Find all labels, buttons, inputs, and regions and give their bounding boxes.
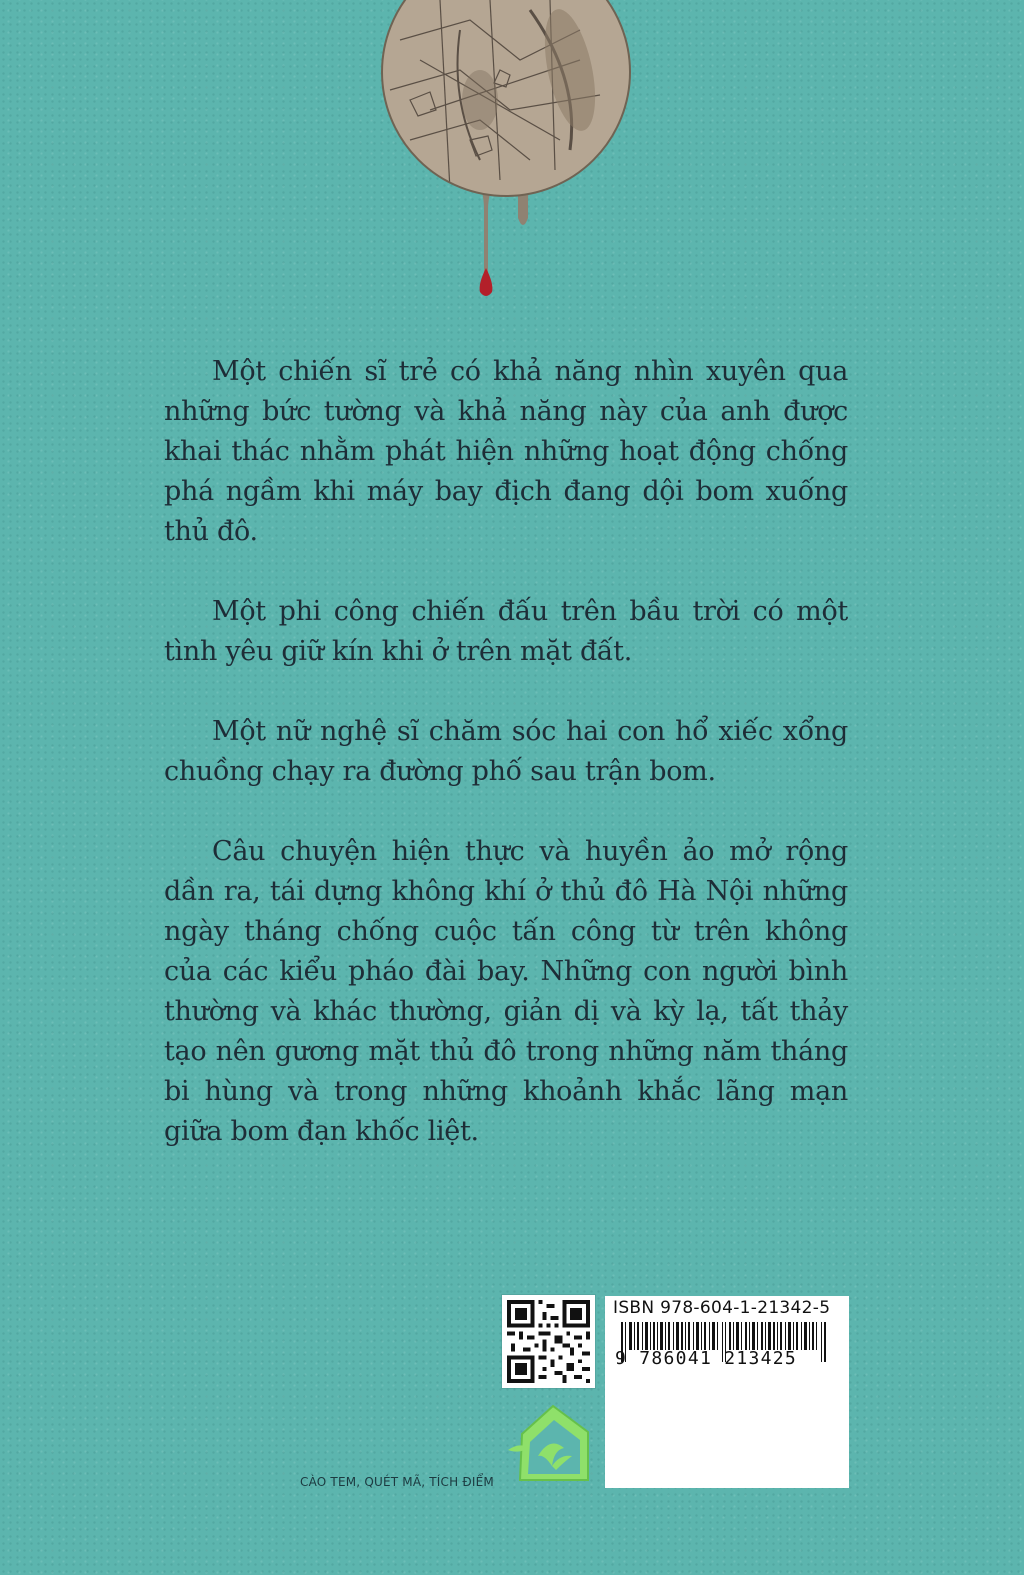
map-medallion-image (380, 0, 640, 310)
blurb-paragraph-3: Một nữ nghệ sĩ chăm sóc hai con hổ xiếc xổng chuồng chạy ra đường phố sau trận bom. (164, 716, 848, 787)
back-cover-blurb (164, 352, 848, 1192)
footer-note: CÀO TEM, QUÉT MÃ, TÍCH ĐIỂM (300, 1475, 494, 1489)
blurb-paragraph-4: Câu chuyện hiện thực và huyền ảo mở rộng dần ra, tái dựng không khí ở thủ đô Hà Nội những ngày tháng chống cuộc tấn công từ trên không của các kiểu pháo đài bay. Những con người bình thường và khác thường, giản dị và kỳ lạ, tất thảy tạo nên gương mặt thủ đô trong những năm tháng bi hùng và trong những khoảnh khắc lãng mạn giữa bom đạn khốc liệt. (164, 836, 848, 1147)
isbn-label: ISBN 978-604-1-21342-5 (613, 1298, 831, 1318)
barcode-digits: 9 786041 213425 (615, 1348, 798, 1369)
isbn-barcode-box (605, 1296, 849, 1488)
qr-code[interactable] (502, 1295, 595, 1388)
blurb-paragraph-1: Một chiến sĩ trẻ có khả năng nhìn xuyên qua những bức tường và khả năng này của anh được khai thác nhằm phát hiện những hoạt động chống phá ngầm khi máy bay địch đang dội bom xuống thủ đô. (164, 356, 848, 547)
blurb-paragraph-2: Một phi công chiến đấu trên bầu trời có một tình yêu giữ kín khi ở trên mặt đất. (164, 596, 848, 667)
qr-code-icon (507, 1300, 590, 1383)
publisher-logo-icon (508, 1398, 598, 1492)
